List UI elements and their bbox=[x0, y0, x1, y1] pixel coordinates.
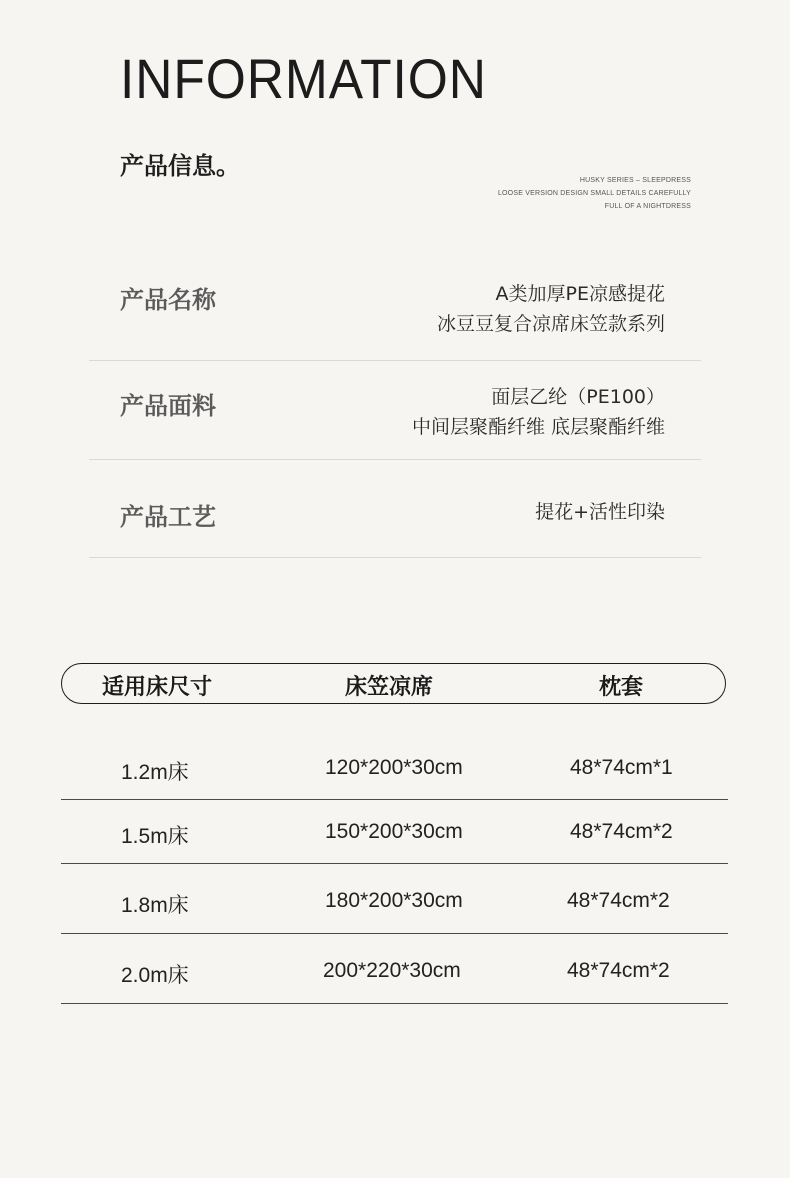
cell-bed-size: 2.0m床 bbox=[121, 964, 189, 987]
info-value-line: 提花+活性印染 bbox=[535, 501, 665, 523]
cell-fitted-sheet: 200*220*30cm bbox=[323, 959, 461, 982]
table-row bbox=[61, 863, 728, 934]
info-row-name bbox=[89, 262, 701, 361]
cell-fitted-sheet: 150*200*30cm bbox=[325, 820, 463, 843]
cell-bed-size: 1.2m床 bbox=[121, 761, 189, 784]
info-value bbox=[535, 497, 665, 527]
table-row bbox=[61, 799, 728, 864]
info-row-fabric bbox=[89, 360, 701, 460]
header-fitted-sheet: 床笠凉席 bbox=[345, 675, 434, 700]
info-value-line: 冰豆豆复合凉席床笠款系列 bbox=[436, 313, 665, 335]
cell-bed-size: 1.5m床 bbox=[121, 825, 189, 848]
info-title: INFORMATION bbox=[120, 47, 487, 110]
cell-pillowcase: 48*74cm*2 bbox=[570, 820, 673, 843]
info-row-craft bbox=[89, 459, 701, 558]
cell-fitted-sheet: 120*200*30cm bbox=[325, 756, 463, 779]
tagline bbox=[498, 174, 691, 213]
cell-pillowcase: 48*74cm*2 bbox=[567, 889, 670, 912]
tagline-line: HUSKY SERIES – SLEEPDRESS bbox=[579, 177, 691, 184]
tagline-line: FULL OF A NIGHTDRESS bbox=[604, 203, 691, 210]
header-pillowcase: 枕套 bbox=[599, 675, 644, 700]
info-label: 产品面料 bbox=[120, 392, 216, 420]
info-value bbox=[412, 382, 665, 442]
header-bed-size: 适用床尺寸 bbox=[102, 675, 213, 700]
info-value-line: 面层乙纶（PE100） bbox=[491, 386, 665, 408]
info-value-line: A类加厚PE凉感提花 bbox=[495, 283, 665, 305]
section-title: 产品信息。 bbox=[120, 152, 240, 180]
size-table-header bbox=[61, 663, 726, 704]
table-row bbox=[61, 933, 728, 1004]
cell-pillowcase: 48*74cm*1 bbox=[570, 756, 673, 779]
tagline-line: LOOSE VERSION DESIGN SMALL DETAILS CAREFULLY bbox=[497, 190, 691, 197]
cell-pillowcase: 48*74cm*2 bbox=[567, 959, 670, 982]
table-row bbox=[61, 735, 728, 800]
info-value-line: 中间层聚酯纤维 底层聚酯纤维 bbox=[411, 416, 665, 438]
info-label: 产品工艺 bbox=[120, 503, 216, 531]
cell-fitted-sheet: 180*200*30cm bbox=[325, 889, 463, 912]
cell-bed-size: 1.8m床 bbox=[121, 894, 189, 917]
info-label: 产品名称 bbox=[120, 286, 216, 314]
info-value bbox=[437, 279, 665, 339]
